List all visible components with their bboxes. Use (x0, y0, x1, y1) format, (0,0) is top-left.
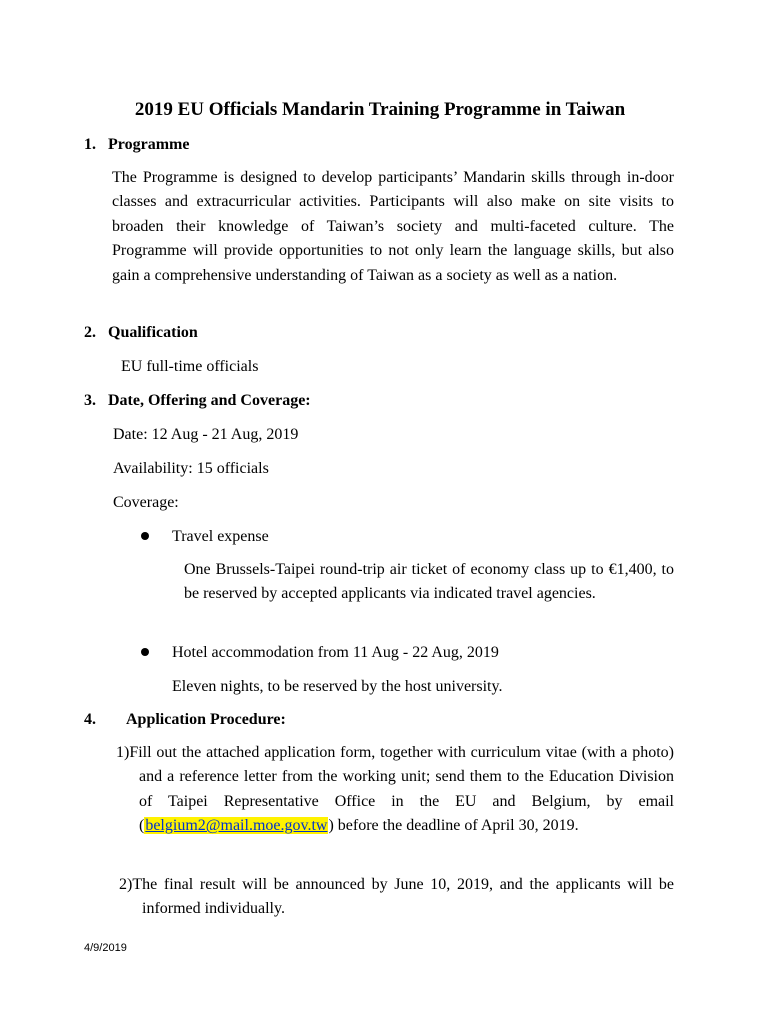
application-step-2 (119, 873, 674, 922)
footer-date: 4/9/2019 (84, 942, 127, 954)
section-heading-application (84, 710, 286, 730)
step-number: 2) (119, 876, 133, 893)
section-number: 1. (84, 136, 96, 153)
bullet-hotel-title: Hotel accommodation from 11 Aug - 22 Aug, 2019 (172, 644, 499, 661)
step-number: 1) (116, 744, 130, 761)
step-text: The final result will be announced by June 10, 2019, and the applicants will be informed individually. (132, 876, 674, 918)
section-number: 3. (84, 392, 96, 409)
bullet-hotel-detail: Eleven nights, to be reserved by the host university. (172, 678, 503, 695)
bullet-travel-expense-detail: One Brussels-Taipei round-trip air ticket of economy class up to €1,400, to be reserved by accepted applicants via indicated travel agencies. (184, 561, 674, 603)
section-heading-programme (84, 135, 189, 155)
step-text: Fill out the attached application form, together with curriculum vitae (with a photo) and a reference letter from the working unit; send them to the Education Division of Taipei Representative Office in the EU and Belgium, by email ( (129, 744, 674, 835)
application-step-1 (116, 741, 674, 839)
document-title: 2019 EU Officials Mandarin Training Programme in Taiwan (134, 99, 626, 120)
programme-availability: Availability: 15 officials (113, 460, 269, 477)
qualification-text: EU full-time officials (121, 358, 259, 375)
coverage-label: Coverage: (113, 494, 179, 511)
section-title: Programme (108, 136, 190, 153)
programme-date: Date: 12 Aug - 21 Aug, 2019 (113, 426, 299, 443)
section-title: Application Procedure: (126, 711, 286, 728)
bullet-travel-expense-title: Travel expense (172, 528, 269, 545)
contact-email-link[interactable]: belgium2@mail.moe.gov.tw (145, 817, 328, 835)
section-title: Date, Offering and Coverage: (108, 392, 311, 409)
section-heading-qualification (84, 323, 198, 343)
section-number: 4. (84, 711, 96, 728)
section-number: 2. (84, 324, 96, 341)
section-title: Qualification (108, 324, 198, 341)
step-text-continued: ) before the deadline of April 30, 2019. (328, 817, 579, 835)
bullet-icon (141, 648, 149, 656)
programme-description: The Programme is designed to develop participants’ Mandarin skills through in-door classes and extracurricular activities. Participants will also make on site visits to broaden their knowledge of Taiwan’s society and multi-faceted culture. The Programme will provide opportunities to not only learn the language skills, but also gain a comprehensive understanding of Taiwan as a society as well as a nation. (112, 169, 674, 284)
section-heading-date-offering (84, 391, 311, 411)
bullet-icon (141, 532, 149, 540)
